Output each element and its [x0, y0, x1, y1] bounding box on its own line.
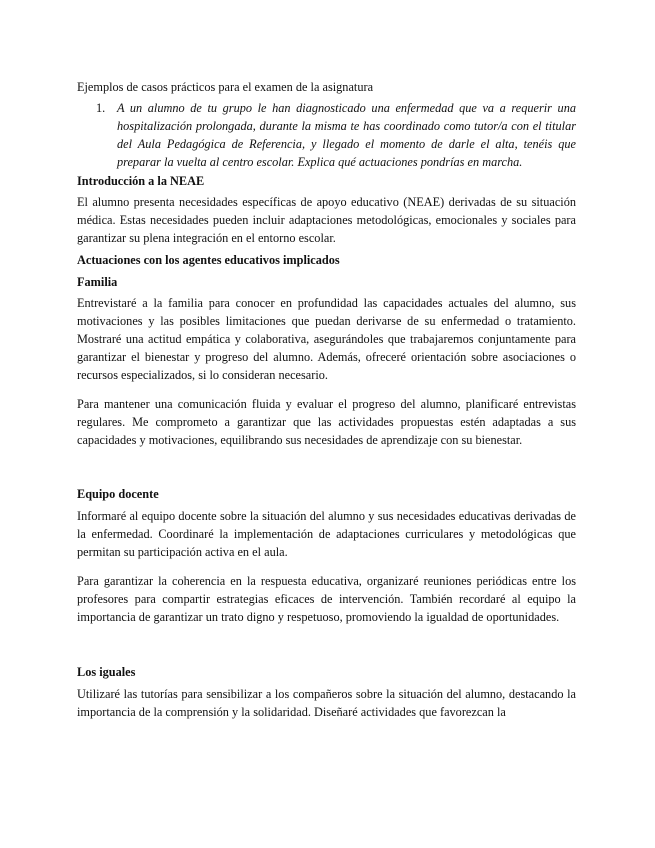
actuaciones-heading: Actuaciones con los agentes educativos implicados	[77, 253, 340, 267]
familia-paragraph-2: Para mantener una comunicación fluida y evaluar el progreso del alumno, planificaré entrevistas regulares. Me comprometo a garantizar que las actividades propuestas estén adaptadas a sus capacidades y motivaciones, equilibrando sus necesidades de aprendizaje con su bienestar.	[77, 397, 576, 447]
intro-line: Ejemplos de casos prácticos para el examen de la asignatura	[77, 80, 374, 94]
equipo-heading: Equipo docente	[77, 487, 159, 501]
familia-paragraph-1: Entrevistaré a la familia para conocer en profundidad las capacidades actuales del alumno, sus motivaciones y las posibles limitaciones que puedan derivarse de su enfermedad o tratamiento. Mostraré una actitud empática y colaborativa, asegurándoles que trabajaremos conjuntamente para garantizar el bienestar y progreso del alumno. Además, ofreceré orientación sobre asociaciones o recursos especializados, si lo consideran necesario.	[77, 296, 576, 382]
iguales-paragraph-1: Utilizaré las tutorías para sensibilizar a los compañeros sobre la situación del alumno, destacando la importancia de la comprensión y la solidaridad. Diseñaré actividades que favorezcan la	[77, 687, 576, 719]
case-list	[77, 99, 576, 171]
case-number: 1.	[96, 101, 106, 115]
intro-heading: Introducción a la NEAE	[77, 174, 205, 188]
familia-heading: Familia	[77, 275, 118, 289]
case-item	[96, 99, 576, 171]
equipo-paragraph-1: Informaré al equipo docente sobre la situación del alumno y sus necesidades educativas derivadas de la enfermedad. Coordinaré la implementación de adaptaciones curriculares y metodológicas que permitan su participación activa en el aula.	[77, 509, 576, 559]
iguales-heading: Los iguales	[77, 665, 136, 679]
equipo-paragraph-2: Para garantizar la coherencia en la respuesta educativa, organizaré reuniones periódicas entre los profesores para compartir estrategias eficaces de intervención. También recordaré al equipo la importancia de garantizar un trato digno y respetuoso, promoviendo la igualdad de oportunidades.	[77, 574, 576, 624]
case-text: A un alumno de tu grupo le han diagnosticado una enfermedad que va a requerir una hospitalización prolongada, durante la misma te has coordinado como tutor/a con el titular del Aula Pedagógica de Referencia, y llegado el momento de darle el alta, tenéis que preparar la vuelta al centro escolar. Explica qué actuaciones pondrías en marcha.	[117, 101, 576, 169]
intro-paragraph: El alumno presenta necesidades específicas de apoyo educativo (NEAE) derivadas de su situación médica. Estas necesidades pueden incluir adaptaciones metodológicas, emocionales y sociales para garantizar su plena integración en el entorno escolar.	[77, 195, 576, 245]
